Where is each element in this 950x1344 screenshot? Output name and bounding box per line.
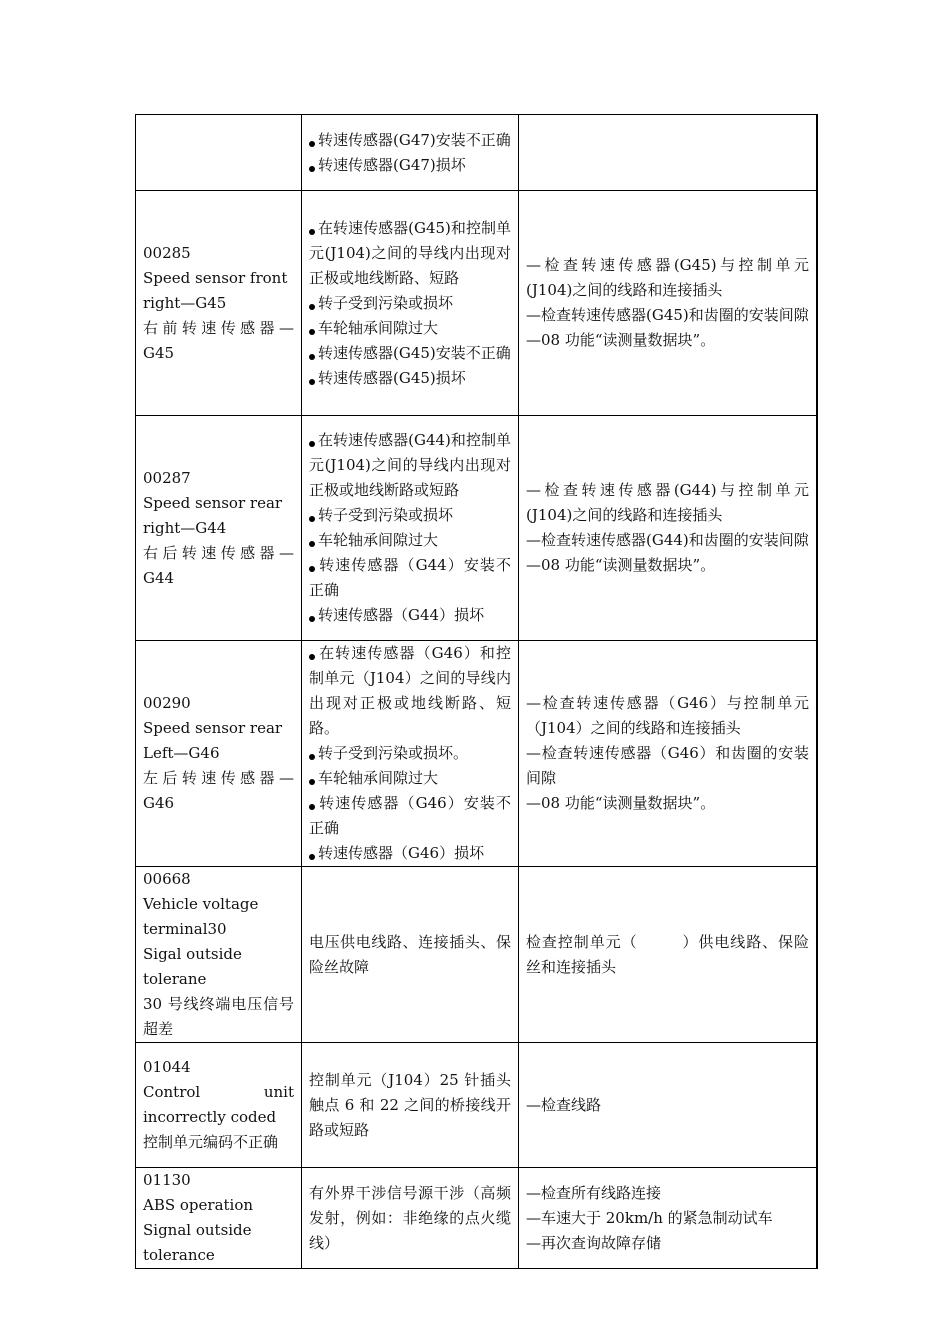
bullet-icon — [309, 516, 315, 522]
fault-name-zh: 左后转速传感器—G46 — [143, 769, 294, 812]
cause-item: 转子受到污染或损坏 — [309, 291, 511, 316]
fault-code-cell — [136, 867, 302, 1043]
table-row — [136, 641, 818, 867]
bullet-icon — [309, 854, 315, 860]
fault-name-en: Sigal outside tolerane — [143, 945, 242, 988]
cause-item: 转速传感器(G47)安装不正确 — [309, 128, 511, 153]
bullet-icon — [309, 229, 315, 235]
fault-name-zh: 控制单元编码不正确 — [143, 1133, 279, 1151]
fault-code-cell — [136, 416, 302, 641]
bullet-icon — [309, 754, 315, 760]
bullet-icon — [309, 779, 315, 785]
fault-name-zh: 右前转速传感器—G45 — [143, 318, 294, 362]
fault-code-cell — [136, 115, 302, 191]
cause-item: 转速传感器(G47)损坏 — [309, 153, 511, 178]
cause-item: 转速传感器（G44）损坏 — [309, 603, 511, 628]
fault-name-zh: 30 号线终端电压信号超差 — [143, 995, 294, 1038]
cause-item: 转速传感器(G45)安装不正确 — [309, 341, 511, 366]
remedy-item: —08 功能“读测量数据块”。 — [526, 794, 716, 812]
remedy-cell — [519, 641, 818, 867]
table-row — [136, 115, 818, 191]
cause-item: 转速传感器（G46）安装不正确 — [309, 794, 511, 837]
cause-item: 转速传感器（G46）损坏 — [309, 841, 511, 866]
possible-cause-cell — [302, 115, 519, 191]
cause-item: 在转速传感器(G44)和控制单元(J104)之间的导线内出现对正极或地线断路或短路 — [309, 431, 511, 499]
remedy-item: —08 功能“读测量数据块”。 — [526, 556, 716, 574]
remedy-item: —检查线路 — [526, 1095, 602, 1114]
remedy-item: —检查所有线路连接 — [526, 1183, 662, 1202]
bullet-icon — [309, 141, 315, 147]
remedy-item: —检查转速传感器（G46）和齿圈的安装间隙 — [526, 744, 809, 787]
remedy-item: —检查转速传感器（G46）与控制单元（J104）之间的线路和连接插头 — [526, 694, 809, 737]
remedy-cell — [519, 191, 818, 416]
bullet-icon — [309, 654, 315, 660]
fault-code: 00668 — [143, 870, 191, 888]
bullet-icon — [309, 441, 315, 447]
remedy-cell — [519, 1043, 818, 1168]
possible-cause-cell — [302, 641, 519, 867]
fault-name-zh: 右后转速传感器—G44 — [143, 543, 294, 587]
remedy-item: —车速大于 20km/h 的紧急制动试车 — [526, 1208, 773, 1227]
possible-cause-cell — [302, 416, 519, 641]
possible-cause-cell — [302, 191, 519, 416]
cause-item: 转子受到污染或损坏 — [309, 503, 511, 528]
possible-cause-cell — [302, 867, 519, 1043]
table-row — [136, 1168, 818, 1269]
bullet-icon — [309, 541, 315, 547]
cause-item: 电压供电线路、连接插头、保险丝故障 — [309, 932, 511, 976]
bullet-icon — [309, 166, 315, 172]
possible-cause-cell — [302, 1043, 519, 1168]
fault-name-en: Speed sensor rear right—G44 — [143, 493, 283, 537]
cause-item: 车轮轴承间隙过大 — [309, 766, 511, 791]
table-row — [136, 1043, 818, 1168]
possible-cause-cell — [302, 1168, 519, 1269]
fault-code: 00290 — [143, 694, 191, 712]
remedy-item: —再次查询故障存储 — [526, 1233, 662, 1252]
fault-code: 01130 — [143, 1171, 191, 1189]
cause-item: 车轮轴承间隙过大 — [309, 528, 511, 553]
remedy-cell — [519, 867, 818, 1043]
fault-code: 00287 — [143, 468, 191, 487]
bullet-icon — [309, 616, 315, 622]
bullet-icon — [309, 804, 315, 810]
bullet-icon — [309, 304, 315, 310]
bullet-icon — [309, 329, 315, 335]
bullet-icon — [309, 354, 315, 360]
fault-code-cell — [136, 641, 302, 867]
cause-item: 转速传感器（G44）安装不正确 — [309, 556, 511, 599]
fault-name-en: Control unit incorrectly coded — [143, 1083, 294, 1126]
fault-code-cell — [136, 1043, 302, 1168]
fault-code-cell — [136, 191, 302, 416]
remedy-item: —检查转速传感器(G45)与控制单元(J104)之间的线路和连接插头 — [526, 256, 809, 299]
cause-item: 转子受到污染或损坏。 — [309, 741, 511, 766]
fault-name-en: Speed sensor front right—G45 — [143, 268, 288, 312]
cause-item: 转速传感器(G45)损坏 — [309, 366, 511, 391]
fault-name-en: ABS operation Signal outside tolerance — [143, 1196, 254, 1264]
table-row — [136, 867, 818, 1043]
fault-code-cell — [136, 1168, 302, 1269]
cause-item: 车轮轴承间隙过大 — [309, 316, 511, 341]
remedy-item: —检查转速传感器(G44)和齿圈的安装间隙 — [526, 531, 809, 549]
cause-item: 控制单元（J104）25 针插头触点 6 和 22 之间的桥接线开路或短路 — [309, 1070, 511, 1139]
bullet-icon — [309, 566, 315, 572]
remedy-item: —08 功能“读测量数据块”。 — [526, 331, 716, 349]
fault-name-en: Vehicle voltage terminal30 — [143, 895, 259, 938]
table-row — [136, 191, 818, 416]
remedy-item: 检查控制单元（ ）供电线路、保险丝和连接插头 — [526, 932, 809, 976]
fault-code-table — [135, 114, 818, 1269]
remedy-item: —检查转速传感器(G45)和齿圈的安装间隙 — [526, 306, 809, 324]
fault-name-en: Speed sensor rear Left—G46 — [143, 719, 283, 762]
fault-code: 00285 — [143, 243, 191, 262]
fault-code: 01044 — [143, 1058, 191, 1076]
remedy-item: —检查转速传感器(G44)与控制单元(J104)之间的线路和连接插头 — [526, 481, 809, 524]
remedy-cell — [519, 416, 818, 641]
cause-item: 在转速传感器（G46）和控制单元（J104）之间的导线内出现对正极或地线断路、短路。 — [309, 644, 511, 737]
cause-item: 有外界干涉信号源干涉（高频发射，例如：非绝缘的点火缆线） — [309, 1183, 511, 1252]
table-row — [136, 416, 818, 641]
remedy-cell — [519, 1168, 818, 1269]
remedy-cell — [519, 115, 818, 191]
cause-item: 在转速传感器(G45)和控制单元(J104)之间的导线内出现对正极或地线断路、短路 — [309, 218, 511, 287]
bullet-icon — [309, 379, 315, 385]
